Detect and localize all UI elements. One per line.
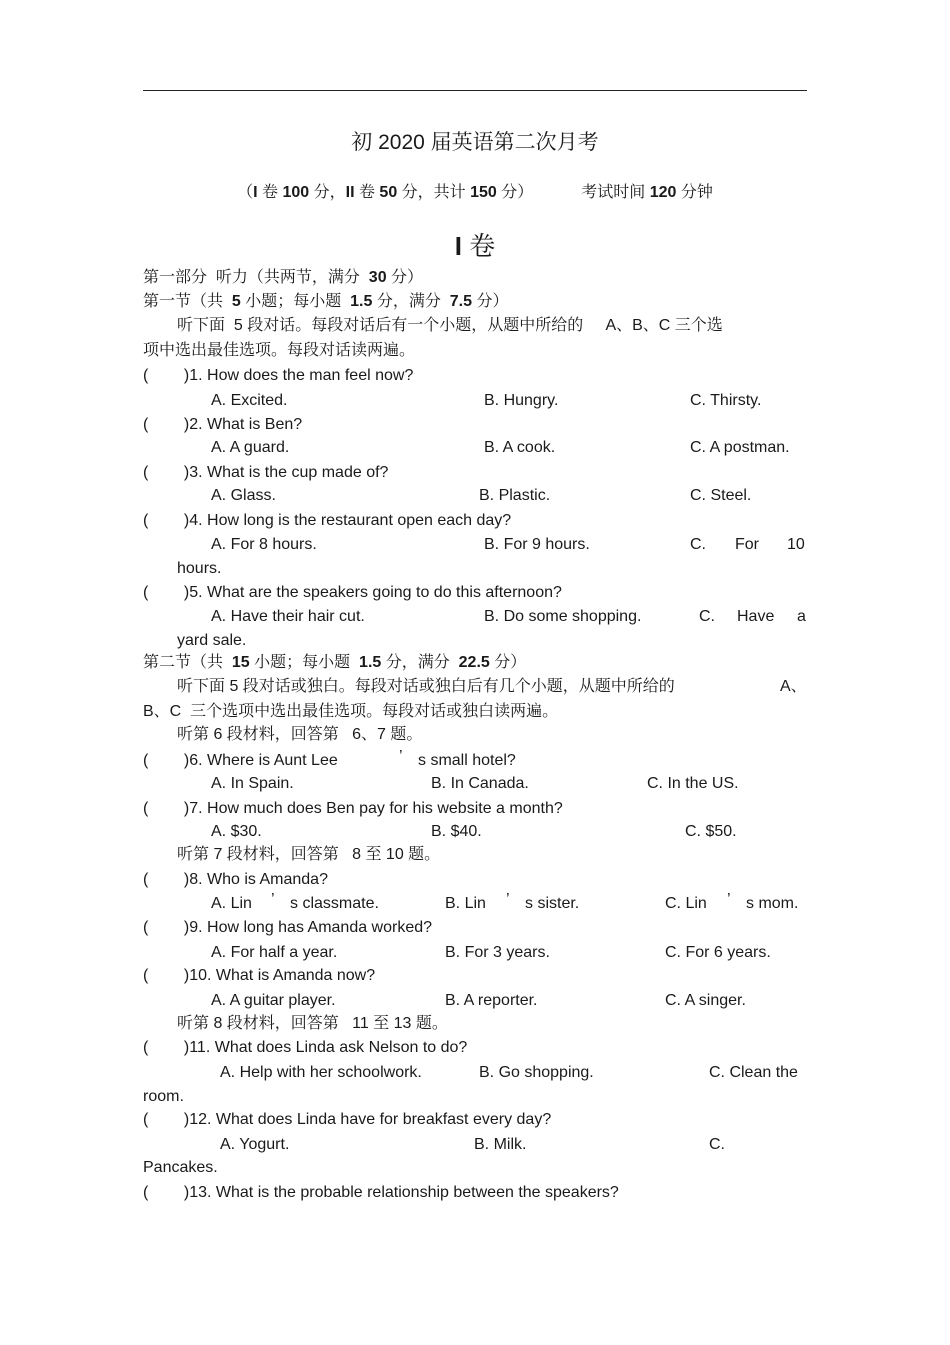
- question-11: ( )11. What does Linda ask Nelson to do?: [143, 1039, 468, 1056]
- q8-option-b-cont: s sister.: [525, 895, 580, 912]
- q7-option-a: A. $30.: [211, 823, 262, 840]
- q12-option-b: B. Milk.: [474, 1136, 527, 1153]
- q8-option-b: B. Lin: [445, 895, 486, 912]
- q6-option-a: A. In Spain.: [211, 775, 294, 792]
- material-7-note: 听第 7 段材料，回答第 8 至 10 题。: [177, 846, 441, 863]
- q2-option-b: B. A cook.: [484, 439, 556, 456]
- question-2: ( )2. What is Ben?: [143, 416, 303, 433]
- q7-option-c: C. $50.: [685, 823, 737, 840]
- exam-subtitle: （I 卷 100 分，II 卷 50 分，共计 150 分） 考试时间 120 分钟: [237, 184, 713, 201]
- question-13: ( )13. What is the probable relationship between the speakers?: [143, 1184, 619, 1201]
- section1-instruction: 听下面 5 段对话。每段对话后有一个小题，从题中所给的 A、B、C 三个选: [177, 317, 723, 334]
- q9-option-c: C. For 6 years.: [665, 944, 771, 961]
- q6-option-b: B. In Canada.: [431, 775, 529, 792]
- q11-option-b: B. Go shopping.: [479, 1064, 594, 1081]
- q4-option-a: A. For 8 hours.: [211, 536, 317, 553]
- q4-option-c-cont: hours.: [177, 560, 222, 577]
- q11-option-c: C. Clean the: [709, 1064, 798, 1081]
- q8-option-a: A. Lin: [211, 895, 252, 912]
- question-6: ( )6. Where is Aunt Lee: [143, 752, 338, 769]
- question-10: ( )10. What is Amanda now?: [143, 967, 376, 984]
- question-7: ( )7. How much does Ben pay for his website a month?: [143, 800, 563, 817]
- q9-option-b: B. For 3 years.: [445, 944, 550, 961]
- q8-option-a-cont: s classmate.: [290, 895, 379, 912]
- question-12: ( )12. What does Linda have for breakfast every day?: [143, 1111, 552, 1128]
- part1-heading: 第一部分 听力（共两节，满分 30 分）: [143, 269, 424, 286]
- q3-option-a: A. Glass.: [211, 487, 276, 504]
- question-3: ( )3. What is the cup made of?: [143, 464, 389, 481]
- q12-option-c: C.: [709, 1136, 725, 1153]
- top-rule: [143, 90, 807, 91]
- q8-option-c-cont: s mom.: [746, 895, 799, 912]
- q4-option-b: B. For 9 hours.: [484, 536, 590, 553]
- q2-option-a: A. A guard.: [211, 439, 290, 456]
- q3-option-c: C. Steel.: [690, 487, 752, 504]
- section2-instruction-cont: B、C 三个选项中选出最佳选项。每段对话或独白读两遍。: [143, 703, 559, 720]
- exam-time: 考试时间 120 分钟: [581, 184, 713, 201]
- section2-instruction: 听下面 5 段对话或独白。每段对话或独白后有几个小题，从题中所给的: [177, 678, 675, 695]
- q5-option-c-article: a: [797, 608, 806, 625]
- q8-option-c: C. Lin: [665, 895, 707, 912]
- q5-option-b: B. Do some shopping.: [484, 608, 642, 625]
- q5-option-c-cont: yard sale.: [177, 632, 247, 649]
- volume-heading: I 卷: [454, 231, 496, 261]
- q1-option-c: C. Thirsty.: [690, 392, 762, 409]
- material-8-note: 听第 8 段材料，回答第 11 至 13 题。: [177, 1015, 448, 1032]
- q12-option-c-cont: Pancakes.: [143, 1159, 218, 1176]
- question-1: ( )1. How does the man feel now?: [143, 367, 414, 384]
- q4-option-c-label: C.: [690, 536, 706, 553]
- q5-option-c-label: C.: [699, 608, 715, 625]
- section1-heading: 第一节（共 5 小题；每小题 1.5 分，满分 7.5 分）: [143, 293, 509, 310]
- q10-option-a: A. A guitar player.: [211, 992, 336, 1009]
- section1-instruction-cont: 项中选出最佳选项。每段对话读两遍。: [143, 342, 416, 359]
- q11-option-c-cont: room.: [143, 1088, 184, 1105]
- q8-option-b-apostrophe: ’: [506, 891, 510, 908]
- question-4: ( )4. How long is the restaurant open each day?: [143, 512, 512, 529]
- q8-option-a-apostrophe: ’: [271, 891, 275, 908]
- q4-option-c-word: For: [735, 536, 759, 553]
- q12-option-a: A. Yogurt.: [220, 1136, 290, 1153]
- q11-option-a: A. Help with her schoolwork.: [220, 1064, 422, 1081]
- question-6-cont: s small hotel?: [418, 752, 516, 769]
- q6-apostrophe: ’: [399, 748, 403, 765]
- q2-option-c: C. A postman.: [690, 439, 790, 456]
- q5-option-c-word: Have: [737, 608, 775, 625]
- q9-option-a: A. For half a year.: [211, 944, 338, 961]
- material-6-note: 听第 6 段材料，回答第 6、7 题。: [177, 726, 423, 743]
- q8-option-c-apostrophe: ’: [727, 891, 731, 908]
- section2-heading: 第二节（共 15 小题；每小题 1.5 分，满分 22.5 分）: [143, 654, 527, 671]
- q10-option-c: C. A singer.: [665, 992, 746, 1009]
- q1-option-a: A. Excited.: [211, 392, 288, 409]
- section2-instruction-end: A、: [780, 678, 807, 695]
- q7-option-b: B. $40.: [431, 823, 482, 840]
- q4-option-c-number: 10: [787, 536, 805, 553]
- q6-option-c: C. In the US.: [647, 775, 739, 792]
- q1-option-b: B. Hungry.: [484, 392, 559, 409]
- question-9: ( )9. How long has Amanda worked?: [143, 919, 433, 936]
- exam-title: 初 2020 届英语第二次月考: [351, 131, 599, 154]
- q3-option-b: B. Plastic.: [479, 487, 551, 504]
- q10-option-b: B. A reporter.: [445, 992, 538, 1009]
- question-5: ( )5. What are the speakers going to do this afternoon?: [143, 584, 562, 601]
- question-8: ( )8. Who is Amanda?: [143, 871, 328, 888]
- q5-option-a: A. Have their hair cut.: [211, 608, 365, 625]
